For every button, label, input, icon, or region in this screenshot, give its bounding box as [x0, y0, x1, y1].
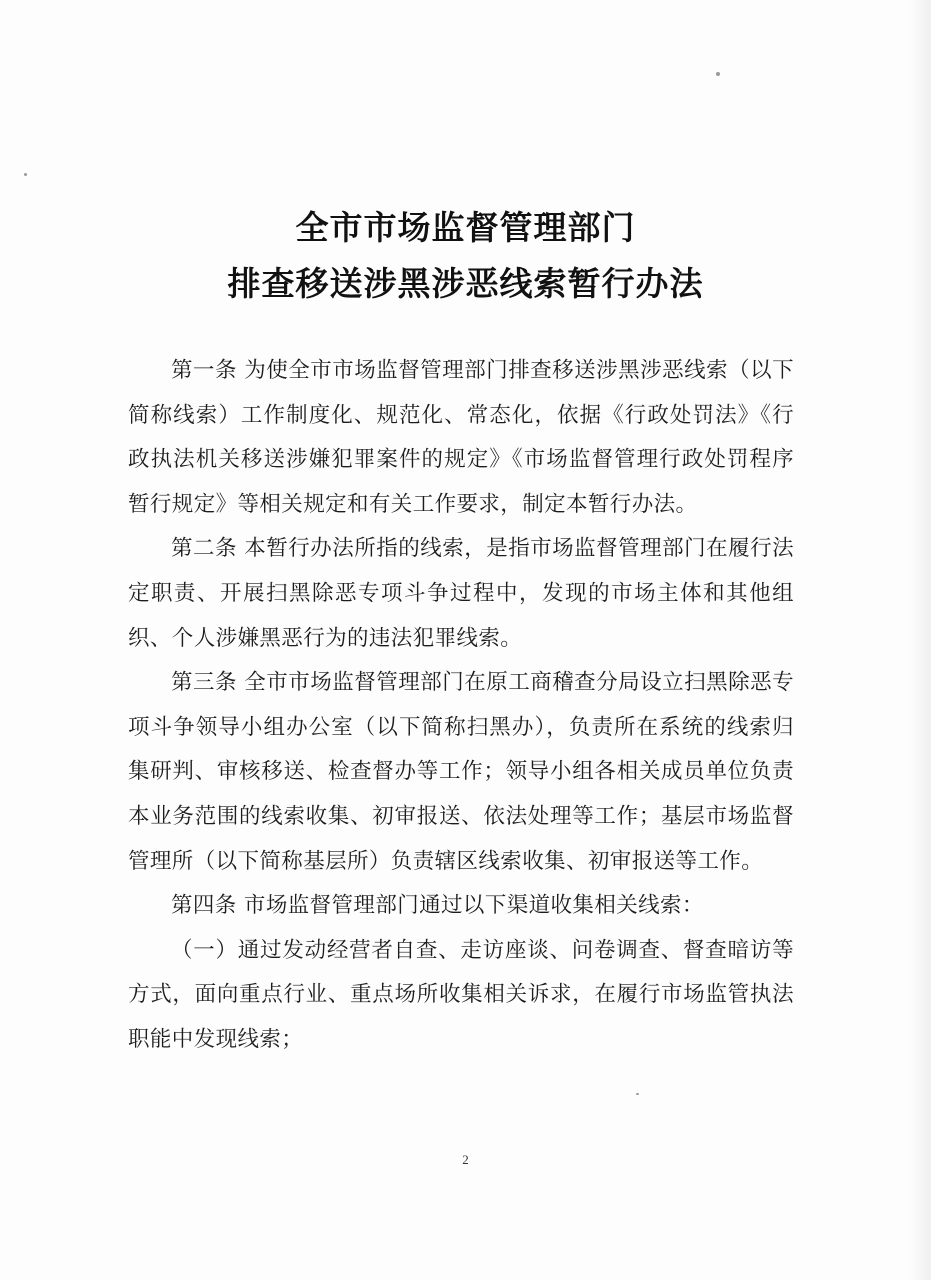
- scan-speck: [24, 173, 27, 176]
- scan-speck: [636, 1093, 639, 1095]
- document-title-line-1: 全市市场监督管理部门: [295, 208, 636, 247]
- document-title-line-2: 排查移送涉黑涉恶线索暂行办法: [227, 264, 704, 303]
- article-1-paragraph: 第一条 为使全市市场监督管理部门排查移送涉黑涉恶线索（以下简称线索）工作制度化、规范化、常态化，依据《行政处罚法》《行政执法机关移送涉嫌犯罪案件的规定》《市场监督管理行政处罚程序暂行规定》等相关规定和有关工作要求，制定本暂行办法。: [128, 358, 794, 517]
- scan-edge-shadow: [909, 0, 931, 1280]
- article-4-paragraph: 第四条 市场监督管理部门通过以下渠道收集相关线索：: [171, 893, 704, 919]
- article-4-item-1-paragraph: （一）通过发动经营者自查、走访座谈、问卷调查、督查暗访等方式，面向重点行业、重点场所收集相关诉求，在履行市场监管执法职能中发现线索；: [128, 937, 794, 1052]
- article-2-paragraph: 第二条 本暂行办法所指的线索，是指市场监督管理部门在履行法定职责、开展扫黑除恶专项斗争过程中，发现的市场主体和其他组织、个人涉嫌黑恶行为的违法犯罪线索。: [128, 536, 794, 651]
- page-number: 2: [462, 1152, 469, 1167]
- document-body: [128, 349, 794, 1063]
- scan-speck: [716, 72, 720, 76]
- article-3-paragraph: 第三条 全市市场监督管理部门在原工商稽查分局设立扫黑除恶专项斗争领导小组办公室（以下简称扫黑办），负责所在系统的线索归集研判、审核移送、检查督办等工作；领导小组各相关成员单位负责本业务范围的线索收集、初审报送、依法处理等工作；基层市场监督管理所（以下简称基层所）负责辖区线索收集、初审报送等工作。: [128, 670, 794, 874]
